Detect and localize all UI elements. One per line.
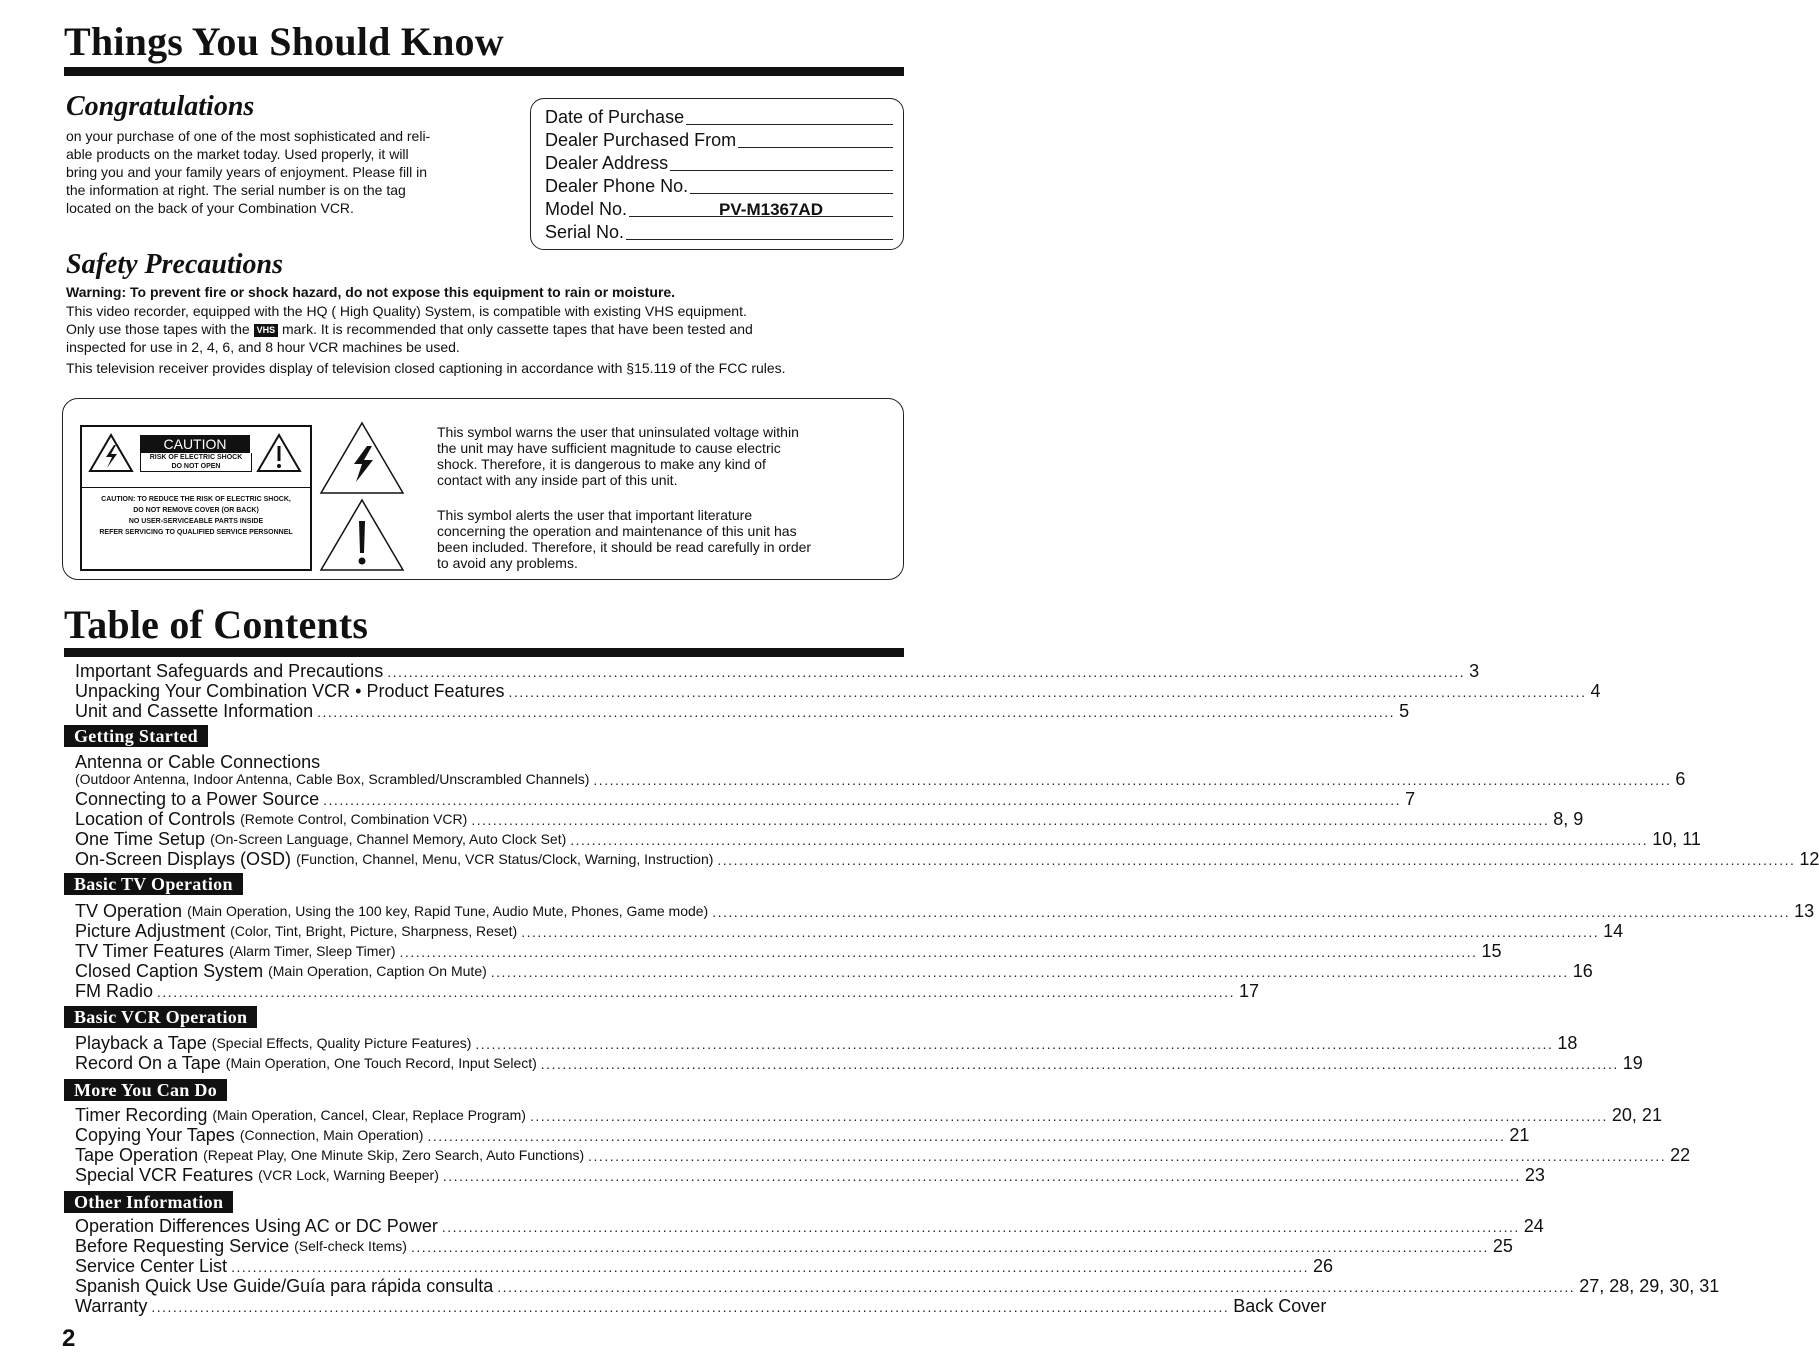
toc-entry[interactable]: Record On a Tape (Main Operation, One Touch Record, Input Select) ........................................................................................................................................................................................................ 19 [75, 1053, 1643, 1073]
toc-entry[interactable]: Special VCR Features (VCR Lock, Warning Beeper) ........................................................................................................................................................................................................ 23 [75, 1165, 1545, 1185]
toc-entry[interactable]: Service Center List ........................................................................................................................................................................................................ 26 [75, 1256, 1334, 1276]
section-basic-tv-operation: Basic TV Operation [64, 873, 243, 895]
toc-entry[interactable]: On-Screen Displays (OSD) (Function, Channel, Menu, VCR Status/Clock, Warning, Instruction) ........................................................................................................................................................................................................ 12 [75, 849, 1819, 869]
toc-entry[interactable]: Unpacking Your Combination VCR • Product Features ........................................................................................................................................................................................................ 4 [75, 681, 1601, 701]
toc-entry[interactable]: Warranty ........................................................................................................................................................................................................ Back Cover [75, 1296, 1327, 1316]
text-line: on your purchase of one of the most sophisticated and reli- [66, 128, 431, 144]
safety-text [66, 302, 916, 377]
purchase-record-box [530, 98, 904, 250]
text-line: able products on the market today. Used properly, it will [66, 146, 409, 162]
caution-title: CAUTION [140, 435, 250, 453]
text-line: Only use those tapes with the VHS mark. It is recommended that only cassette tapes that have been tested and [66, 321, 753, 337]
exclamation-warning-icon [256, 433, 302, 473]
date-of-purchase-field[interactable]: Date of Purchase [545, 105, 893, 128]
section-basic-vcr-operation: Basic VCR Operation [64, 1006, 257, 1028]
warning-text: Warning: To prevent fire or shock hazard, do not expose this equipment to rain or moisture. [66, 284, 676, 300]
exclamation-symbol-icon [318, 497, 406, 573]
section-getting-started: Getting Started [64, 725, 208, 747]
toc-entry[interactable]: Copying Your Tapes (Connection, Main Operation) ........................................................................................................................................................................................................ 21 [75, 1125, 1530, 1145]
toc-entry[interactable]: Timer Recording (Main Operation, Cancel, Clear, Replace Program) ........................................................................................................................................................................................................ 20, 21 [75, 1105, 1662, 1125]
toc-entry[interactable]: Unit and Cassette Information ........................................................................................................................................................................................................ 5 [75, 701, 1410, 721]
toc-entry[interactable]: Connecting to a Power Source ........................................................................................................................................................................................................ 7 [75, 789, 1416, 809]
text-line: This video recorder, equipped with the HQ ( High Quality) System, is compatible with existing VHS equipment. [66, 303, 747, 319]
toc-entry[interactable]: (Outdoor Antenna, Indoor Antenna, Cable Box, Scrambled/Unscrambled Channels) ........................................................................................................................................................................................................ 6 [75, 769, 1686, 789]
toc-entry[interactable]: Tape Operation (Repeat Play, One Minute Skip, Zero Search, Auto Functions) ........................................................................................................................................................................................................ 22 [75, 1145, 1691, 1165]
toc-entry[interactable]: Location of Controls (Remote Control, Combination VCR) ........................................................................................................................................................................................................ 8, 9 [75, 809, 1584, 829]
text-line: This television receiver provides display of television closed captioning in accordance with §15.119 of the FCC rules. [66, 360, 786, 376]
dealer-address-field[interactable]: Dealer Address [545, 151, 893, 174]
page-title: Things You Should Know [64, 19, 504, 64]
caution-subtitle: RISK OF ELECTRIC SHOCK DO NOT OPEN [140, 453, 252, 472]
toc-entry[interactable]: One Time Setup (On-Screen Language, Channel Memory, Auto Clock Set) ........................................................................................................................................................................................................ 10, 11 [75, 829, 1701, 849]
text-line: located on the back of your Combination VCR. [66, 200, 354, 216]
safety-heading: Safety Precautions [66, 249, 283, 280]
model-number-field[interactable]: Model No. PV-M1367AD [545, 197, 893, 220]
caution-instructions: CAUTION: TO REDUCE THE RISK OF ELECTRIC SHOCK, DO NOT REMOVE COVER (OR BACK) NO USER-SERVICEABLE PARTS INSIDE REFER SERVICING TO QUALIFIED SERVICE PERSONNEL [82, 487, 310, 569]
toc-entry[interactable]: Closed Caption System (Main Operation, Caption On Mute) ........................................................................................................................................................................................................ 16 [75, 961, 1593, 981]
vhs-logo-icon: VHS [254, 324, 279, 337]
toc-entry[interactable]: FM Radio ........................................................................................................................................................................................................ 17 [75, 981, 1259, 1001]
title-rule [64, 67, 904, 76]
toc-entry[interactable]: Important Safeguards and Precautions ........................................................................................................................................................................................................ 3 [75, 661, 1480, 681]
toc-title: Table of Contents [64, 602, 369, 647]
text-line: the information at right. The serial number is on the tag [66, 182, 406, 198]
dealer-phone-field[interactable]: Dealer Phone No. [545, 174, 893, 197]
toc-entry[interactable]: Picture Adjustment (Color, Tint, Bright, Picture, Sharpness, Reset) ........................................................................................................................................................................................................ 14 [75, 921, 1624, 941]
toc-rule [64, 648, 904, 657]
congratulations-text [66, 127, 516, 217]
toc-entry[interactable]: Before Requesting Service (Self-check Items) ........................................................................................................................................................................................................ 25 [75, 1236, 1513, 1256]
lightning-symbol-text: This symbol warns the user that uninsulated voltage within the unit may have sufficient magnitude to cause electric shock. Therefore, it is dangerous to make any kind of contact with any inside part of this unit. [437, 424, 799, 488]
dealer-purchased-from-field[interactable]: Dealer Purchased From [545, 128, 893, 151]
section-more-you-can-do: More You Can Do [64, 1079, 227, 1101]
lightning-symbol-icon [318, 420, 406, 496]
congratulations-heading: Congratulations [66, 91, 255, 122]
toc-entry[interactable]: TV Operation (Main Operation, Using the 100 key, Rapid Tune, Audio Mute, Phones, Game mode) ........................................................................................................................................................................................................ 13 [75, 901, 1815, 921]
model-number-value: PV-M1367AD [719, 200, 823, 219]
section-other-information: Other Information [64, 1191, 233, 1213]
serial-number-field[interactable]: Serial No. [545, 220, 893, 243]
toc-entry[interactable]: Spanish Quick Use Guide/Guía para rápida consulta ........................................................................................................................................................................................................ 27, 28, 29, 30, 31 [75, 1276, 1720, 1296]
caution-label [80, 425, 312, 571]
text-line: inspected for use in 2, 4, 6, and 8 hour VCR machines be used. [66, 339, 460, 355]
page-number: 2 [62, 1325, 76, 1352]
text-line: bring you and your family years of enjoyment. Please fill in [66, 164, 428, 180]
exclamation-symbol-text: This symbol alerts the user that important literature concerning the operation and maintenance of this unit has been included. Therefore, it should be read carefully in order to avoid any problems. [437, 507, 812, 571]
toc-entry[interactable]: TV Timer Features (Alarm Timer, Sleep Timer) ........................................................................................................................................................................................................ 15 [75, 941, 1502, 961]
toc-entry-heading: Antenna or Cable Connections [75, 752, 321, 772]
lightning-warning-icon [88, 433, 134, 473]
toc-entry[interactable]: Playback a Tape (Special Effects, Quality Picture Features) ........................................................................................................................................................................................................ 18 [75, 1033, 1578, 1053]
toc-entry[interactable]: Operation Differences Using AC or DC Power ........................................................................................................................................................................................................ 24 [75, 1216, 1544, 1236]
